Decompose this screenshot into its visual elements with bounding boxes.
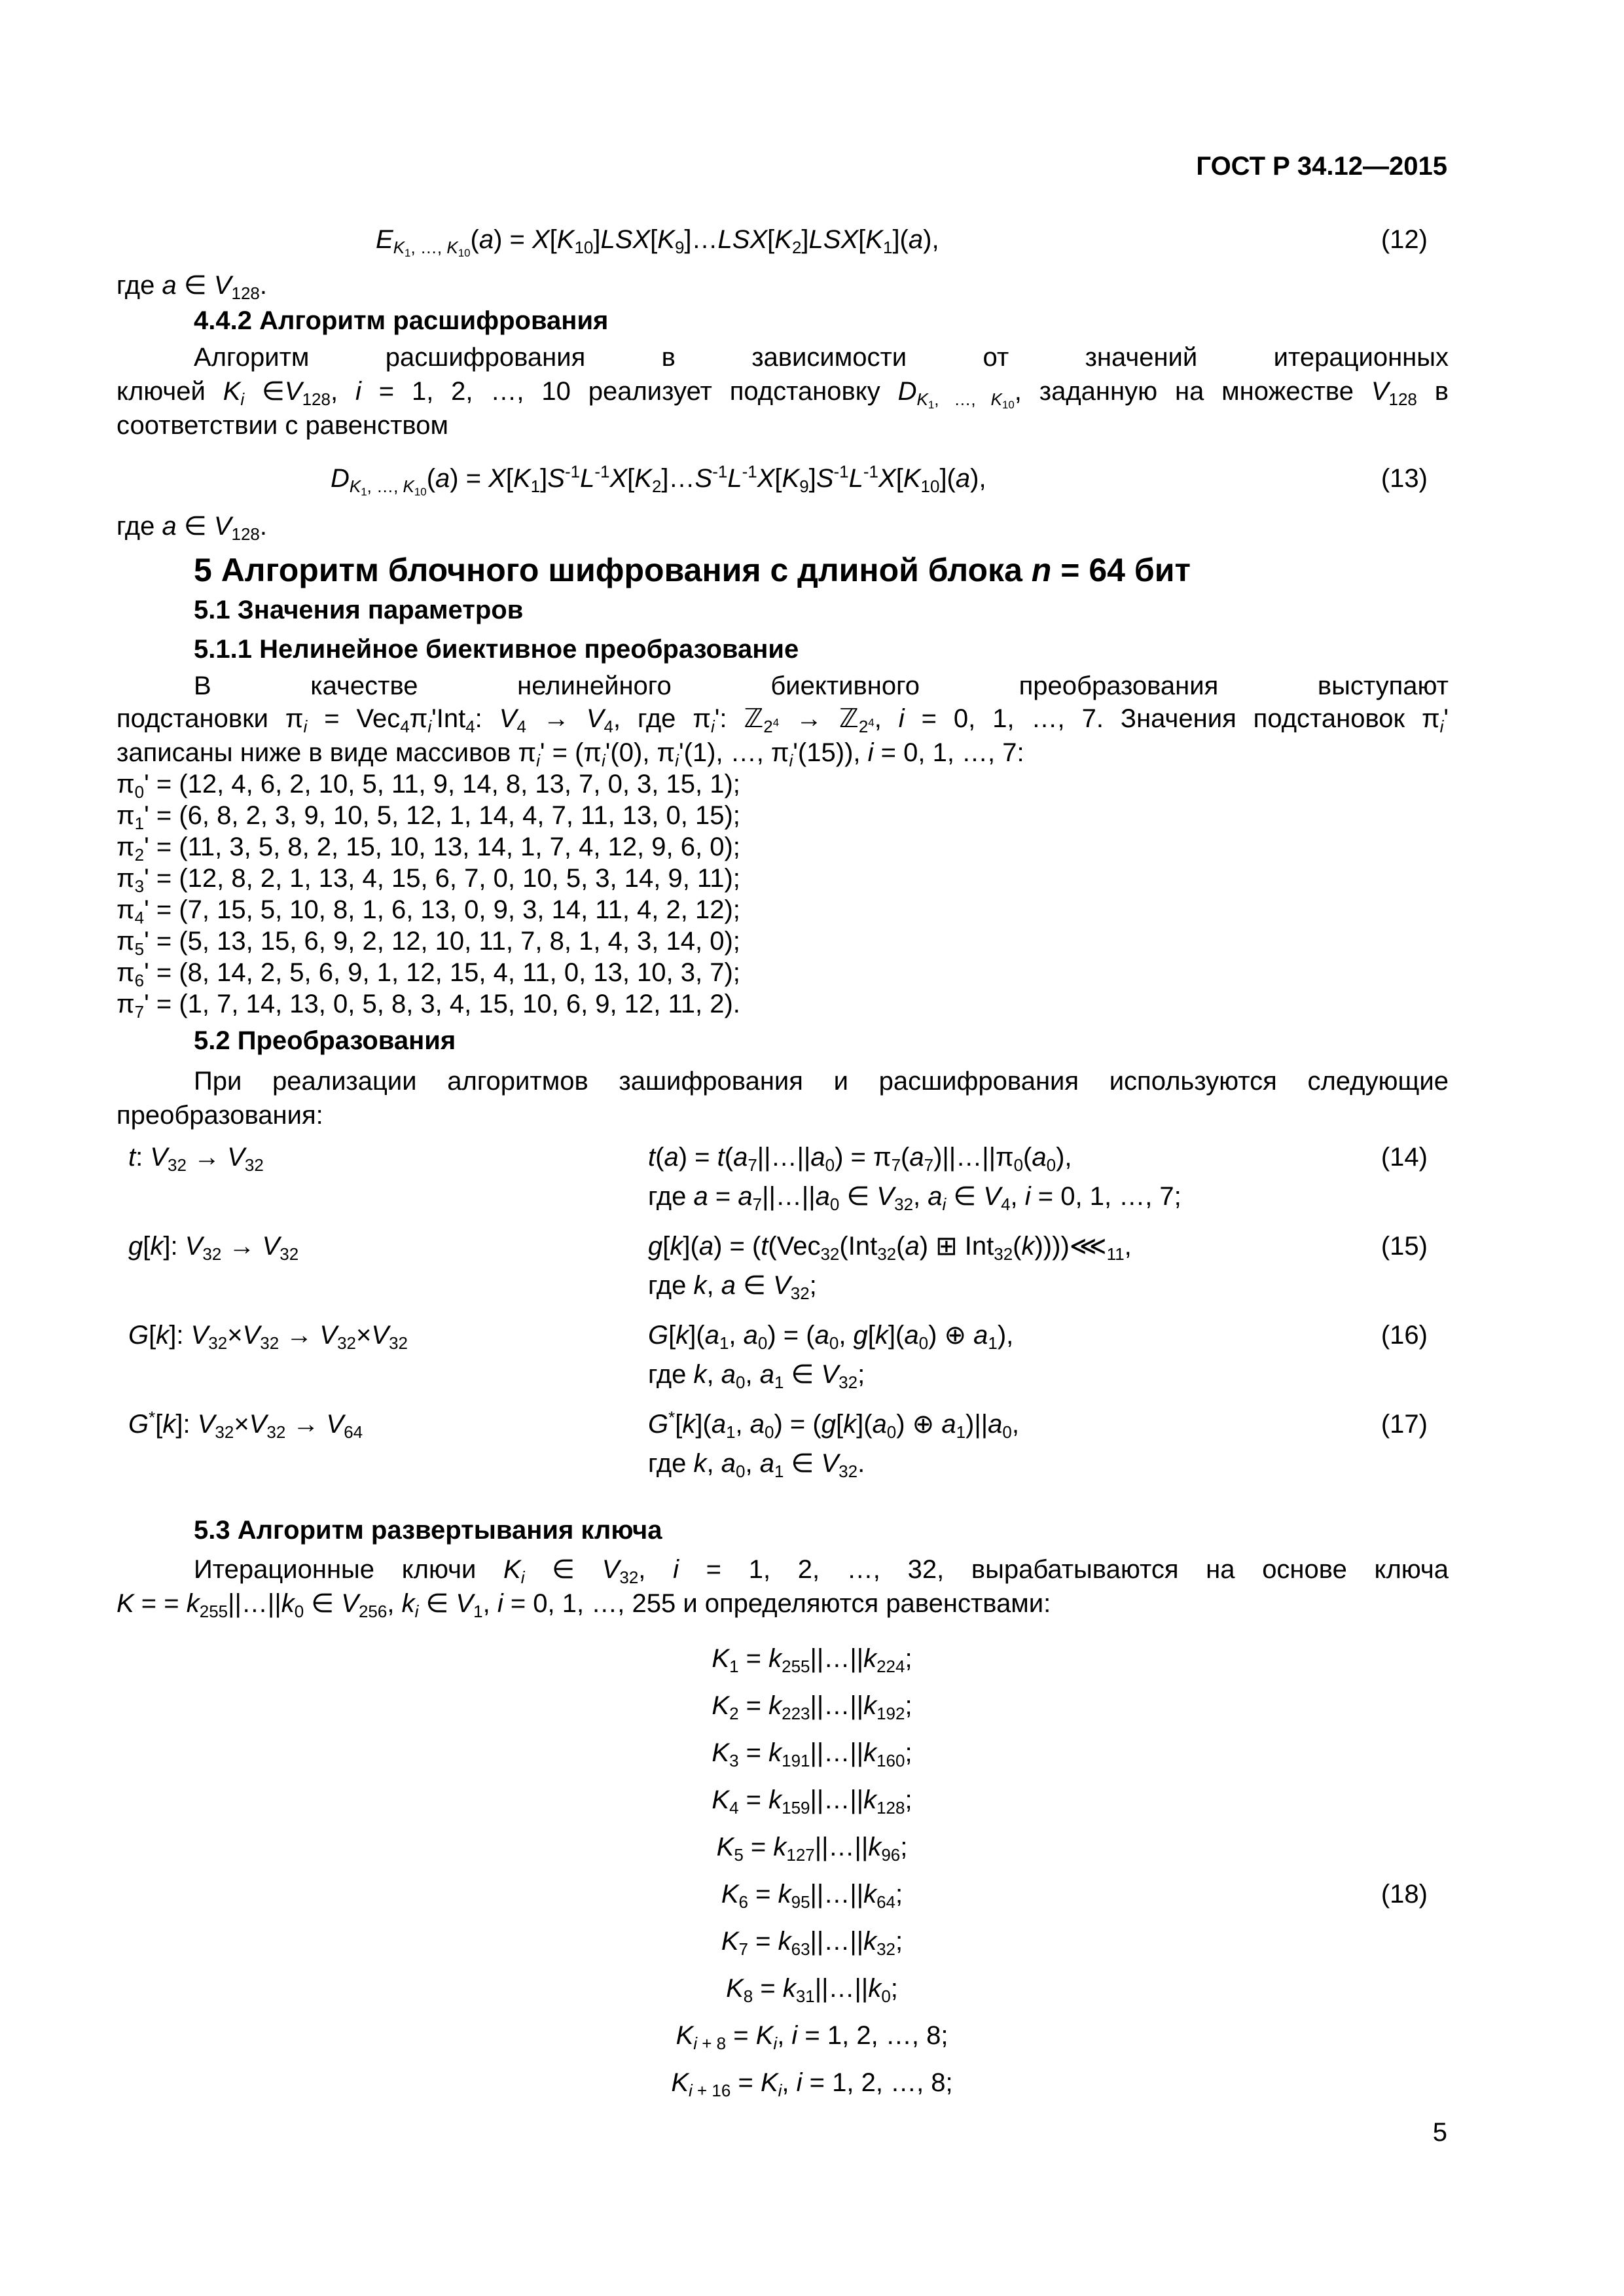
key-eq-ki8: $K_{i + 8} = K_i$, i = 1, 2, …, 8;: [676, 2021, 948, 2053]
pi-array-7: $\pi_7' = (1$, 7, 14, 13, 0, 5, 8, 3, 4, 15, 10, 6, 9, 12, 11, 2).: [117, 990, 740, 1022]
where-clause: где a ∈ $V_{128}$.: [117, 512, 268, 544]
equation-number: (13): [1380, 464, 1428, 493]
subsection-title: 5.2 Преобразования: [194, 1026, 456, 1055]
pi-array-4: $\pi_4' = (7$, 15, 5, 10, 8, 1, 6, 13, 0, 9, 3, 14, 11, 4, 2, 12);: [117, 895, 740, 927]
paragraph-line: K = = $k_{255}||\dots||k_0$ ∈ $V_{256}$, $k_i$ ∈ $V_1$, i = 0, 1, …, 255 и определяются равенствами:: [117, 1589, 1051, 1621]
key-eq-k7: $K_7$ = $k_{63}||\dots||k_{32}$;: [721, 1927, 903, 1959]
key-eq-k3: $K_3$ = $k_{191}||\dots||k_{160}$;: [712, 1738, 912, 1770]
paragraph-line: Итерационные ключи $K_i$ ∈ $V_{32}$, i = 1, 2, …, 32, вырабатываются на основе ключа: [194, 1555, 1449, 1587]
equation-number: (16): [1380, 1321, 1428, 1350]
section-title: 5 Алгоритм блочного шифрования с длиной блока n = 64 бит: [194, 552, 1191, 588]
equation-number: (18): [1380, 1880, 1428, 1909]
standard-id: ГОСТ Р 34.12—2015: [1196, 152, 1447, 181]
equation-13-body: $D_{K_1, \dots, K_{10}}(a)$ = $X[K_1]S^{-1}L^{-1}X[K_2]\dots S^{-1}L^{-1}X[K_9]S^{-1}L^{-1}X[K_{10}](a)$,: [331, 461, 986, 498]
paragraph-line: ключей $K_i$ $\in V_{128}$, i = 1, 2, …, 10 реализует подстановку $D_{K_1, \dots, K_{10}}$, заданную на множестве $V_{128}$ в: [117, 377, 1449, 411]
key-eq-k6: $K_6$ = $k_{95}||\dots||k_{64}$;: [721, 1880, 903, 1912]
paragraph-line: преобразования:: [117, 1101, 323, 1130]
paragraph-line: Алгоритм расшифрования в зависимости от значений итерационных: [194, 343, 1449, 372]
equation-number: (15): [1380, 1232, 1428, 1261]
transform-t-signature: t: $V_{32} \to V_{32}$: [128, 1143, 264, 1175]
pi-array-2: $\pi_2' = (11$, 3, 5, 8, 2, 15, 10, 13, 14, 1, 7, 4, 12, 9, 6, 0);: [117, 833, 740, 865]
equation-number: (12): [1380, 225, 1428, 254]
paragraph-line: записаны ниже в виде массивов $\pi_i' = (\pi_i'(0)$, $\pi_i'(1)$, …, $\pi_i'(15)$), i = 0, 1, …, 7:: [117, 738, 1024, 770]
transform-G-definition: $G[k](a_1$, $a_0) = (a_0$, $g[k](a_0)$ ⊕ $a_1$), где k, $a_0$, $a_1$ ∈ $V_{32}$;: [648, 1321, 1014, 1392]
transform-G-signature: G[k]: $V_{32}\times V_{32} \to V_{32}\times V_{32}$: [128, 1321, 408, 1353]
equation-number: (14): [1380, 1143, 1428, 1172]
transform-Gstar-definition: $G^*[k](a_1$, $a_0) = (g[k](a_0)$ ⊕ $a_1)||a_0$, где k, $a_0$, $a_1$ ∈ $V_{32}$.: [648, 1407, 1019, 1481]
equation-number: (17): [1380, 1410, 1428, 1439]
transform-g-signature: g[k]: $V_{32} \to V_{32}$: [128, 1232, 299, 1264]
subsection-title: 4.4.2 Алгоритм расшифрования: [194, 306, 609, 335]
pi-array-6: $\pi_6' = (8$, 14, 2, 5, 6, 9, 1, 12, 15, 4, 11, 0, 13, 10, 3, 7);: [117, 958, 740, 990]
pi-array-0: $\pi_0' = (12$, 4, 6, 2, 10, 5, 11, 9, 14, 8, 13, 7, 0, 3, 15, 1);: [117, 770, 740, 802]
subsection-title: 5.1.1 Нелинейное биективное преобразование: [194, 635, 799, 664]
transform-t-definition: $t(a) = t(a_7||\dots||a_0)$ = $\pi_7(a_7)||\dots||\pi_0(a_0)$, где $a = a_7||\dots||a_0$ ∈ $V_{32}$, $a_i$ ∈ $V_4$, i = 0, 1, …, 7;: [648, 1143, 1182, 1214]
key-eq-k4: $K_4$ = $k_{159}||\dots||k_{128}$;: [712, 1785, 912, 1818]
pi-array-3: $\pi_3' = (12$, 8, 2, 1, 13, 4, 15, 6, 7, 0, 10, 5, 3, 14, 9, 11);: [117, 864, 740, 896]
transform-g-definition: g[k](a) = (t(Vec$_{32}$(Int$_{32}$(a) ⊞ $Int_{32}(k))))⋘_{11}$, где k, a ∈ $V_{32}$;: [648, 1232, 1132, 1303]
pi-array-1: $\pi_1' = (6$, 8, 2, 3, 9, 10, 5, 12, 1, 14, 4, 7, 11, 13, 0, 15);: [117, 801, 740, 833]
key-eq-k2: $K_2$ = $k_{223}||\dots||k_{192}$;: [712, 1691, 912, 1723]
key-eq-ki16: $K_{i + 16} = K_i$, i = 1, 2, …, 8;: [671, 2068, 953, 2100]
key-eq-k5: $K_5$ = $k_{127}||\dots||k_{96}$;: [716, 1833, 908, 1865]
page-number: 5: [1432, 2118, 1447, 2147]
equation-12-body: $E_{K_1, \dots, K_{10}}(a)$ = $X[K_{10}]LSX[K_9]\dots LSX[K_2]LSX[K_1](a)$,: [376, 225, 939, 259]
transform-Gstar-signature: G*[k]: $V_{32}\times V_{32} \to V_{64}$: [128, 1407, 363, 1442]
paragraph-line: соответствии с равенством: [117, 411, 448, 440]
key-eq-k8: $K_8$ = $k_{31}||\dots||k_0$;: [726, 1974, 898, 2006]
key-eq-k1: $K_1$ = $k_{255}||\dots||k_{224}$;: [712, 1644, 912, 1676]
paragraph-line: подстановки $\pi_i = Vec_4\pi_i'Int_4$: $V_4 \to V_4$, где $\pi_i'$: ℤ$_{2^4}$ → ℤ$_{2^4}$, i = 0, 1, …, 7. Значения подстановок $\pi_i'$: [117, 704, 1449, 736]
subsection-title: 5.1 Значения параметров: [194, 596, 524, 624]
pi-array-5: $\pi_5' = (5$, 13, 15, 6, 9, 2, 12, 10, 11, 7, 8, 1, 4, 3, 14, 0);: [117, 927, 740, 959]
where-clause: где a ∈ $V_{128}$.: [117, 271, 268, 303]
subsection-title: 5.3 Алгоритм развертывания ключа: [194, 1516, 662, 1545]
paragraph-line: В качестве нелинейного биективного преобразования выступают: [194, 672, 1449, 700]
paragraph-line: При реализации алгоритмов зашифрования и расшифрования используются следующие: [194, 1067, 1449, 1096]
